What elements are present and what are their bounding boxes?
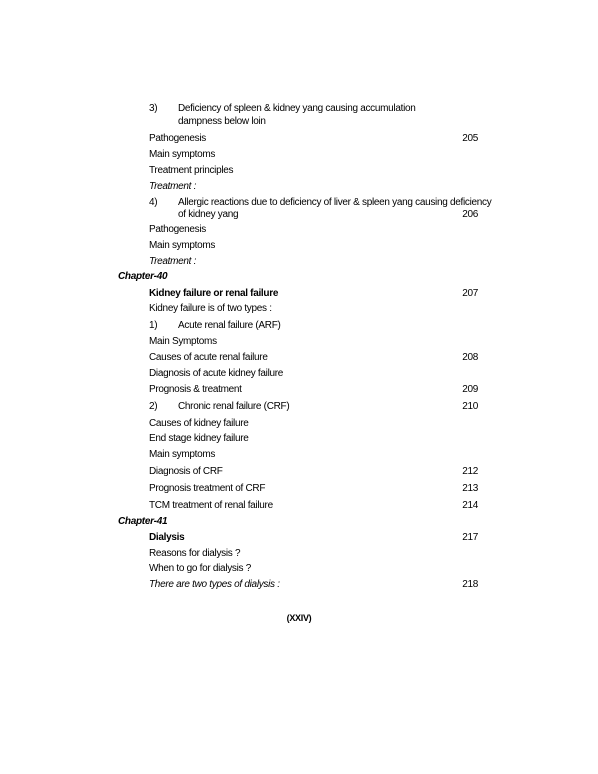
chapter-heading: Kidney failure or renal failure (149, 288, 279, 299)
toc-entry-causes-arf: Causes of acute renal failure (149, 352, 268, 363)
toc-entry-end-stage: End stage kidney failure (149, 433, 249, 444)
toc-item-title-line2: of kidney yang (178, 209, 239, 220)
toc-page-number: 214 (462, 500, 478, 511)
toc-page-number: 212 (462, 466, 478, 477)
toc-page-number: 205 (462, 133, 478, 144)
toc-entry-treatment-principles: Treatment principles (149, 165, 234, 176)
toc-item-number: 3) (149, 103, 158, 114)
toc-item-title-line1: Deficiency of spleen & kidney yang causing accumulation (178, 103, 416, 114)
toc-entry-when: When to go for dialysis ? (149, 563, 251, 574)
toc-item-title-line2: dampness below loin (178, 116, 266, 127)
footer-page-number: (XXIV) (286, 613, 312, 623)
toc-entry-main-symptoms: Main Symptoms (149, 336, 217, 347)
toc-item-number: 2) (149, 401, 158, 412)
toc-entry-main-symptoms: Main symptoms (149, 240, 216, 251)
toc-page-number: 217 (462, 532, 478, 543)
chapter-label: Chapter-40 (118, 271, 168, 282)
toc-entry-main-symptoms: Main symptoms (149, 449, 216, 460)
toc-page-number: 210 (462, 401, 478, 412)
toc-entry-pathogenesis: Pathogenesis (149, 133, 207, 144)
toc-entry-types: Kidney failure is of two types : (149, 303, 272, 314)
toc-entry-pathogenesis: Pathogenesis (149, 224, 207, 235)
toc-entry-crf: Chronic renal failure (CRF) (178, 401, 290, 412)
toc-entry-prognosis-crf: Prognosis treatment of CRF (149, 483, 266, 494)
toc-page-number: 208 (462, 352, 478, 363)
toc-page-number: 206 (462, 209, 478, 220)
toc-page-number: 213 (462, 483, 478, 494)
toc-page-number: 207 (462, 288, 478, 299)
toc-entry-diagnosis-akf: Diagnosis of acute kidney failure (149, 368, 284, 379)
toc-entry-causes-kf: Causes of kidney failure (149, 418, 249, 429)
toc-item-number: 1) (149, 320, 158, 331)
toc-item-number: 4) (149, 197, 158, 208)
toc-item-title-line1: Allergic reactions due to deficiency of liver & spleen yang causing deficiency (178, 197, 492, 208)
toc-entry-types-dialysis: There are two types of dialysis : (149, 579, 280, 590)
toc-page-number: 209 (462, 384, 478, 395)
toc-entry-treatment: Treatment : (149, 256, 197, 267)
toc-entry-tcm: TCM treatment of renal failure (149, 500, 273, 511)
toc-entry-reasons: Reasons for dialysis ? (149, 548, 241, 559)
toc-page-number: 218 (462, 579, 478, 590)
toc-entry-prognosis: Prognosis & treatment (149, 384, 242, 395)
chapter-label: Chapter-41 (118, 516, 168, 527)
toc-entry-arf: Acute renal failure (ARF) (178, 320, 281, 331)
toc-entry-diagnosis-crf: Diagnosis of CRF (149, 466, 223, 477)
chapter-heading: Dialysis (149, 532, 185, 543)
toc-entry-main-symptoms: Main symptoms (149, 149, 216, 160)
toc-entry-treatment: Treatment : (149, 181, 197, 192)
